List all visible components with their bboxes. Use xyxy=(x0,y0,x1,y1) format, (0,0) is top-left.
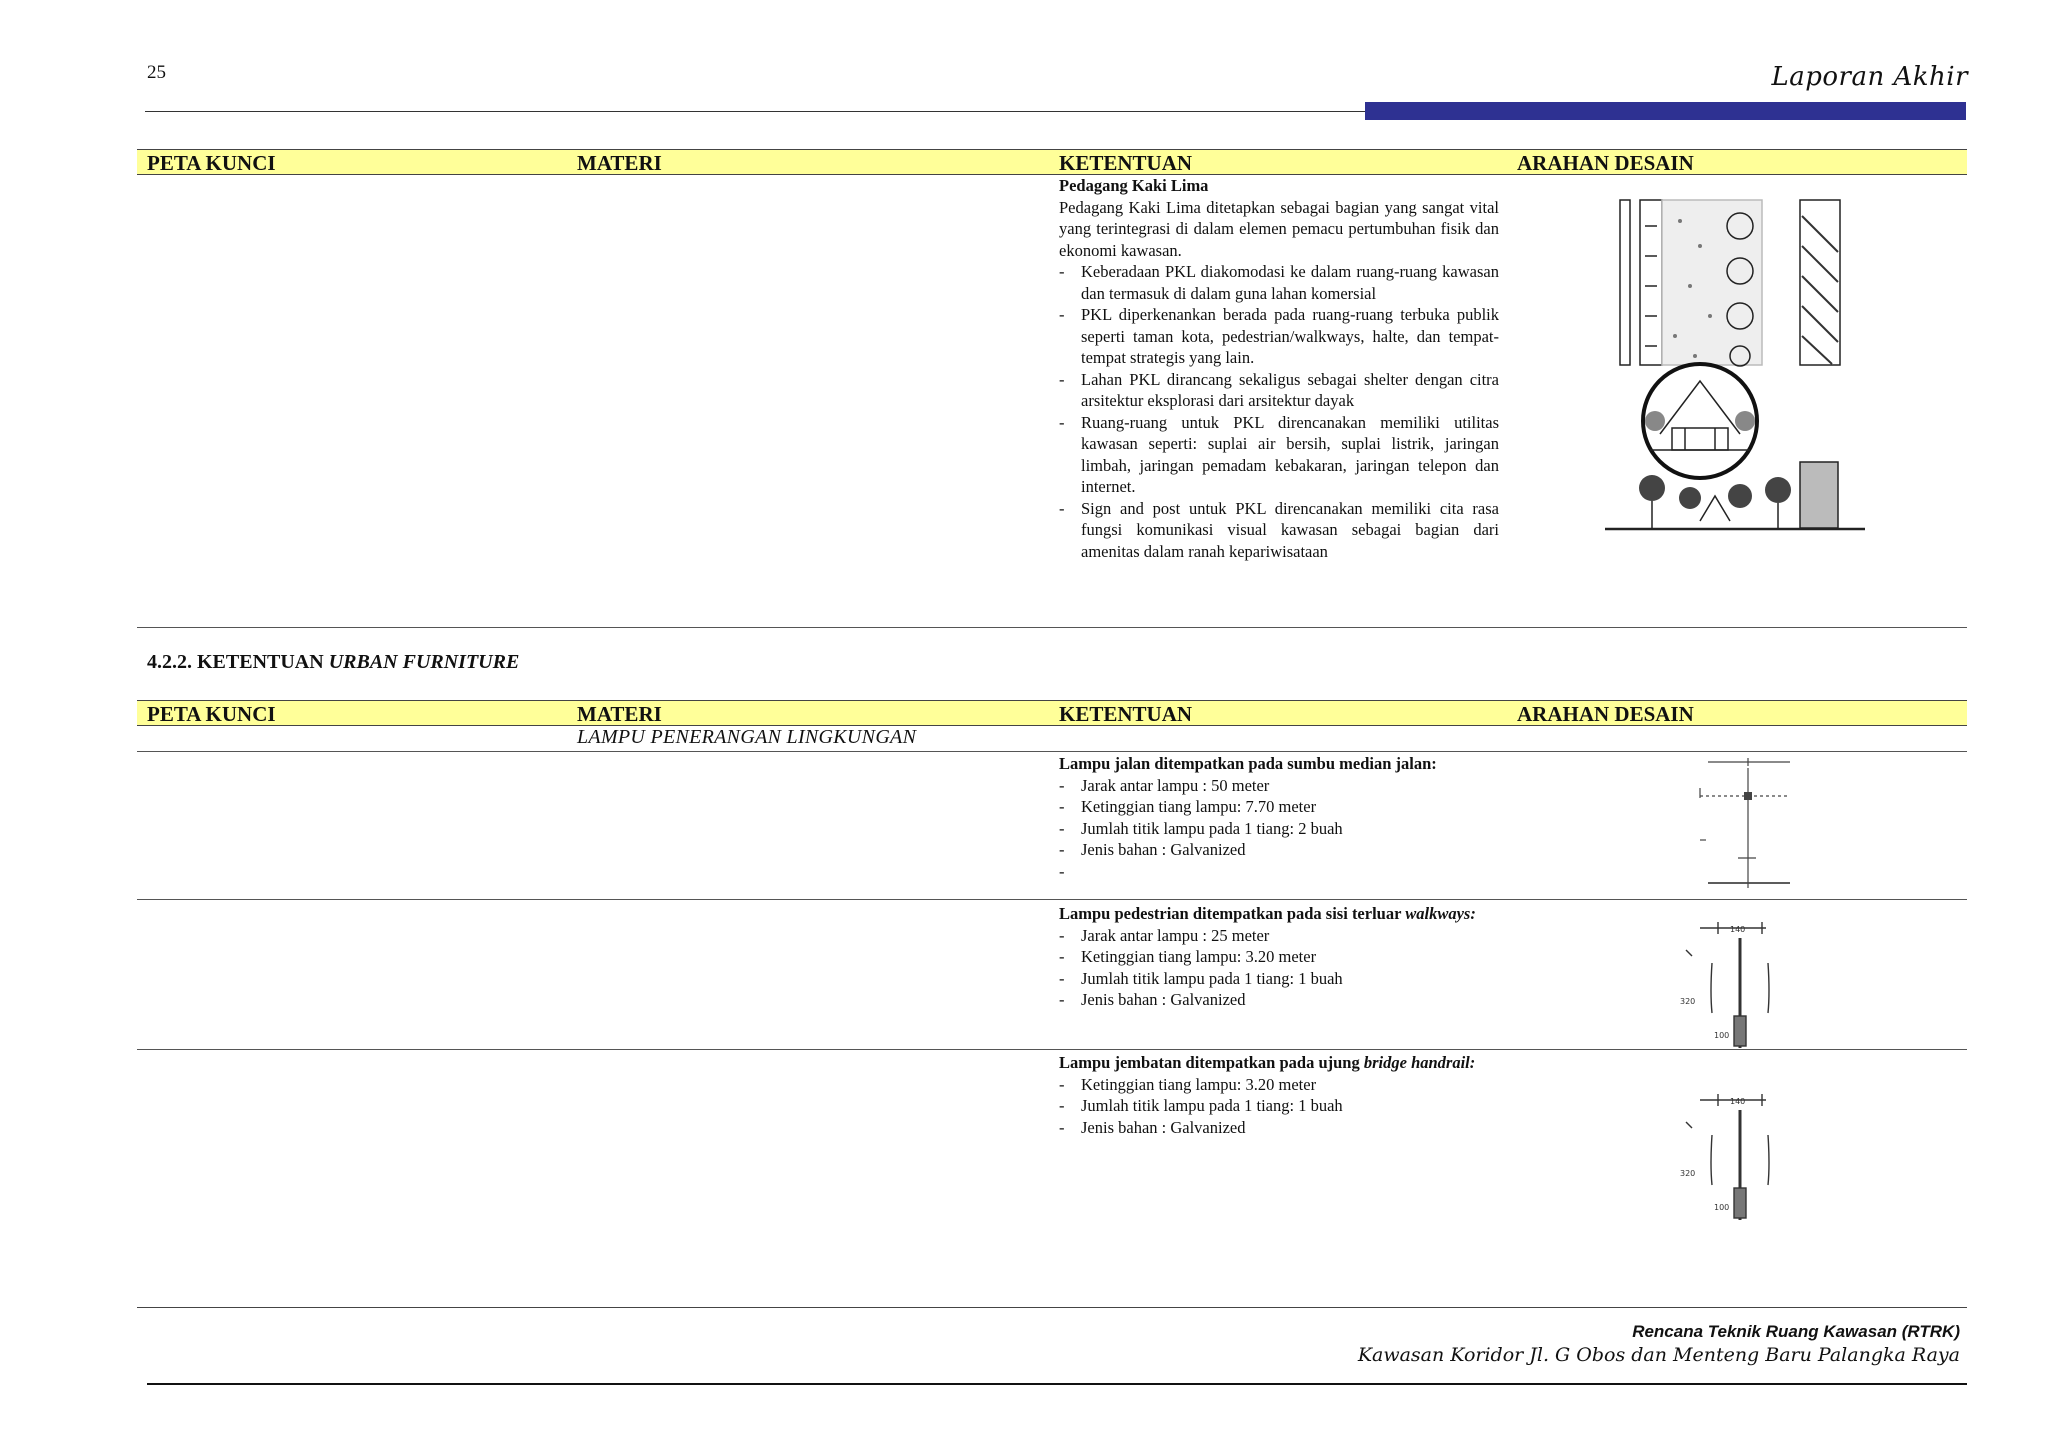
list-item: - Keberadaan PKL diakomodasi ke dalam ruang-ruang kawasan dan termasuk di dalam guna lahan komersial xyxy=(1059,261,1499,304)
dim-140-label: 140 xyxy=(1730,925,1746,934)
lampu-jembatan-title xyxy=(1059,1052,1499,1074)
report-title: Laporan Akhir xyxy=(1771,62,1968,92)
header-accent-bar xyxy=(1365,102,1966,120)
page-number: 25 xyxy=(147,62,166,83)
list-item: - Jarak antar lampu : 25 meter xyxy=(1059,925,1499,947)
row-rule xyxy=(137,751,1967,752)
pkl-design-drawing xyxy=(1600,196,1870,538)
list-item: - Ruang-ruang untuk PKL direncanakan memiliki utilitas kawasan seperti: suplai air bersih, suplai listrik, jaringan limbah, jaringan pemadam kebakaran, jaringan telepon dan internet. xyxy=(1059,412,1499,498)
lampu-pedestrian-ketentuan xyxy=(1059,903,1499,1011)
lampu-jembatan-drawing xyxy=(1670,1080,1780,1228)
footer-location: Kawasan Koridor Jl. G Obos dan Menteng Baru Palangka Raya xyxy=(1357,1344,1960,1366)
pkl-ketentuan xyxy=(1059,175,1499,562)
list-item: - Lahan PKL dirancang sekaligus sebagai shelter dengan citra arsitektur eksplorasi dari arsitektur dayak xyxy=(1059,369,1499,412)
pkl-title: Pedagang Kaki Lima xyxy=(1059,176,1209,195)
list-item: - Ketinggian tiang lampu: 3.20 meter xyxy=(1059,1074,1499,1096)
section-title-italic: URBAN FURNITURE xyxy=(328,651,520,673)
col-materi: MATERI xyxy=(577,702,662,726)
row-rule xyxy=(137,1049,1967,1050)
list-item: - Jenis bahan : Galvanized xyxy=(1059,989,1499,1011)
section-number: 4.2.2. KETENTUAN xyxy=(147,651,329,673)
header-rule xyxy=(145,111,1365,112)
dim-320-label: 320 xyxy=(1680,1169,1696,1178)
lampu-jalan-title: Lampu jalan ditempatkan pada sumbu median jalan: xyxy=(1059,754,1437,773)
lampu-jembatan-title-italic: bridge handrail: xyxy=(1363,1053,1476,1072)
lampu-jembatan-ketentuan xyxy=(1059,1052,1499,1138)
col-peta-kunci: PETA KUNCI xyxy=(147,702,276,726)
lampu-pedestrian-list xyxy=(1059,925,1499,1011)
list-item: - Jumlah titik lampu pada 1 tiang: 1 buah xyxy=(1059,968,1499,990)
col-ketentuan: KETENTUAN xyxy=(1059,702,1193,726)
footer-rule xyxy=(137,1307,1967,1308)
dim-320-label: 320 xyxy=(1680,997,1696,1006)
row-rule xyxy=(137,899,1967,900)
section-heading xyxy=(147,651,519,674)
footer-document-title: Rencana Teknik Ruang Kawasan (RTRK) xyxy=(1632,1322,1960,1341)
list-item: - Jarak antar lampu : 50 meter xyxy=(1059,775,1499,797)
list-item: - Sign and post untuk PKL direncanakan memiliki cita rasa fungsi komunikasi visual kawasan sebagai bagian dari amenitas dalam ranah kepariwisataan xyxy=(1059,498,1499,563)
lampu-jembatan-list xyxy=(1059,1074,1499,1139)
table-header-urban-furniture xyxy=(137,700,1967,726)
dim-100-label: 100 xyxy=(1714,1203,1730,1212)
table-bottom-rule-pkl xyxy=(137,627,1967,628)
list-item: - Jenis bahan : Galvanized xyxy=(1059,1117,1499,1139)
col-peta-kunci: PETA KUNCI xyxy=(147,151,276,175)
table-header-pkl xyxy=(137,149,1967,175)
list-item: - Jenis bahan : Galvanized xyxy=(1059,839,1499,861)
dim-100-label: 100 xyxy=(1714,1031,1730,1040)
footer-bottom-rule xyxy=(147,1383,1967,1385)
lampu-jalan-list xyxy=(1059,775,1499,861)
col-arahan-desain: ARAHAN DESAIN xyxy=(1517,702,1694,726)
materi-lampu: LAMPU PENERANGAN LINGKUNGAN xyxy=(577,726,917,748)
pkl-list xyxy=(1059,261,1499,562)
col-materi: MATERI xyxy=(577,151,662,175)
lampu-jembatan-title-bold: Lampu jembatan ditempatkan pada ujung xyxy=(1059,1053,1360,1072)
list-item: - PKL diperkenankan berada pada ruang-ruang terbuka publik seperti taman kota, pedestrian/walkways, halte, dan tempat-tempat strategis yang lain. xyxy=(1059,304,1499,369)
lampu-pedestrian-title xyxy=(1059,903,1499,925)
lampu-jalan-ketentuan xyxy=(1059,753,1499,861)
lampu-jalan-drawing xyxy=(1690,758,1800,893)
col-arahan-desain: ARAHAN DESAIN xyxy=(1517,151,1694,175)
list-item: - Jumlah titik lampu pada 1 tiang: 1 buah xyxy=(1059,1095,1499,1117)
lampu-pedestrian-drawing xyxy=(1670,908,1780,1056)
col-ketentuan: KETENTUAN xyxy=(1059,151,1193,175)
pkl-intro: Pedagang Kaki Lima ditetapkan sebagai bagian yang sangat vital yang terintegrasi di dalam elemen pemacu pertumbuhan fisik dan ekonomi kawasan. xyxy=(1059,197,1499,260)
list-item: - Jumlah titik lampu pada 1 tiang: 2 buah xyxy=(1059,818,1499,840)
list-item: - Ketinggian tiang lampu: 7.70 meter xyxy=(1059,796,1499,818)
lampu-pedestrian-title-italic: walkways: xyxy=(1405,904,1476,923)
lampu-pedestrian-title-bold: Lampu pedestrian ditempatkan pada sisi terluar xyxy=(1059,904,1402,923)
list-item: - Ketinggian tiang lampu: 3.20 meter xyxy=(1059,946,1499,968)
dim-140-label: 140 xyxy=(1730,1097,1746,1106)
